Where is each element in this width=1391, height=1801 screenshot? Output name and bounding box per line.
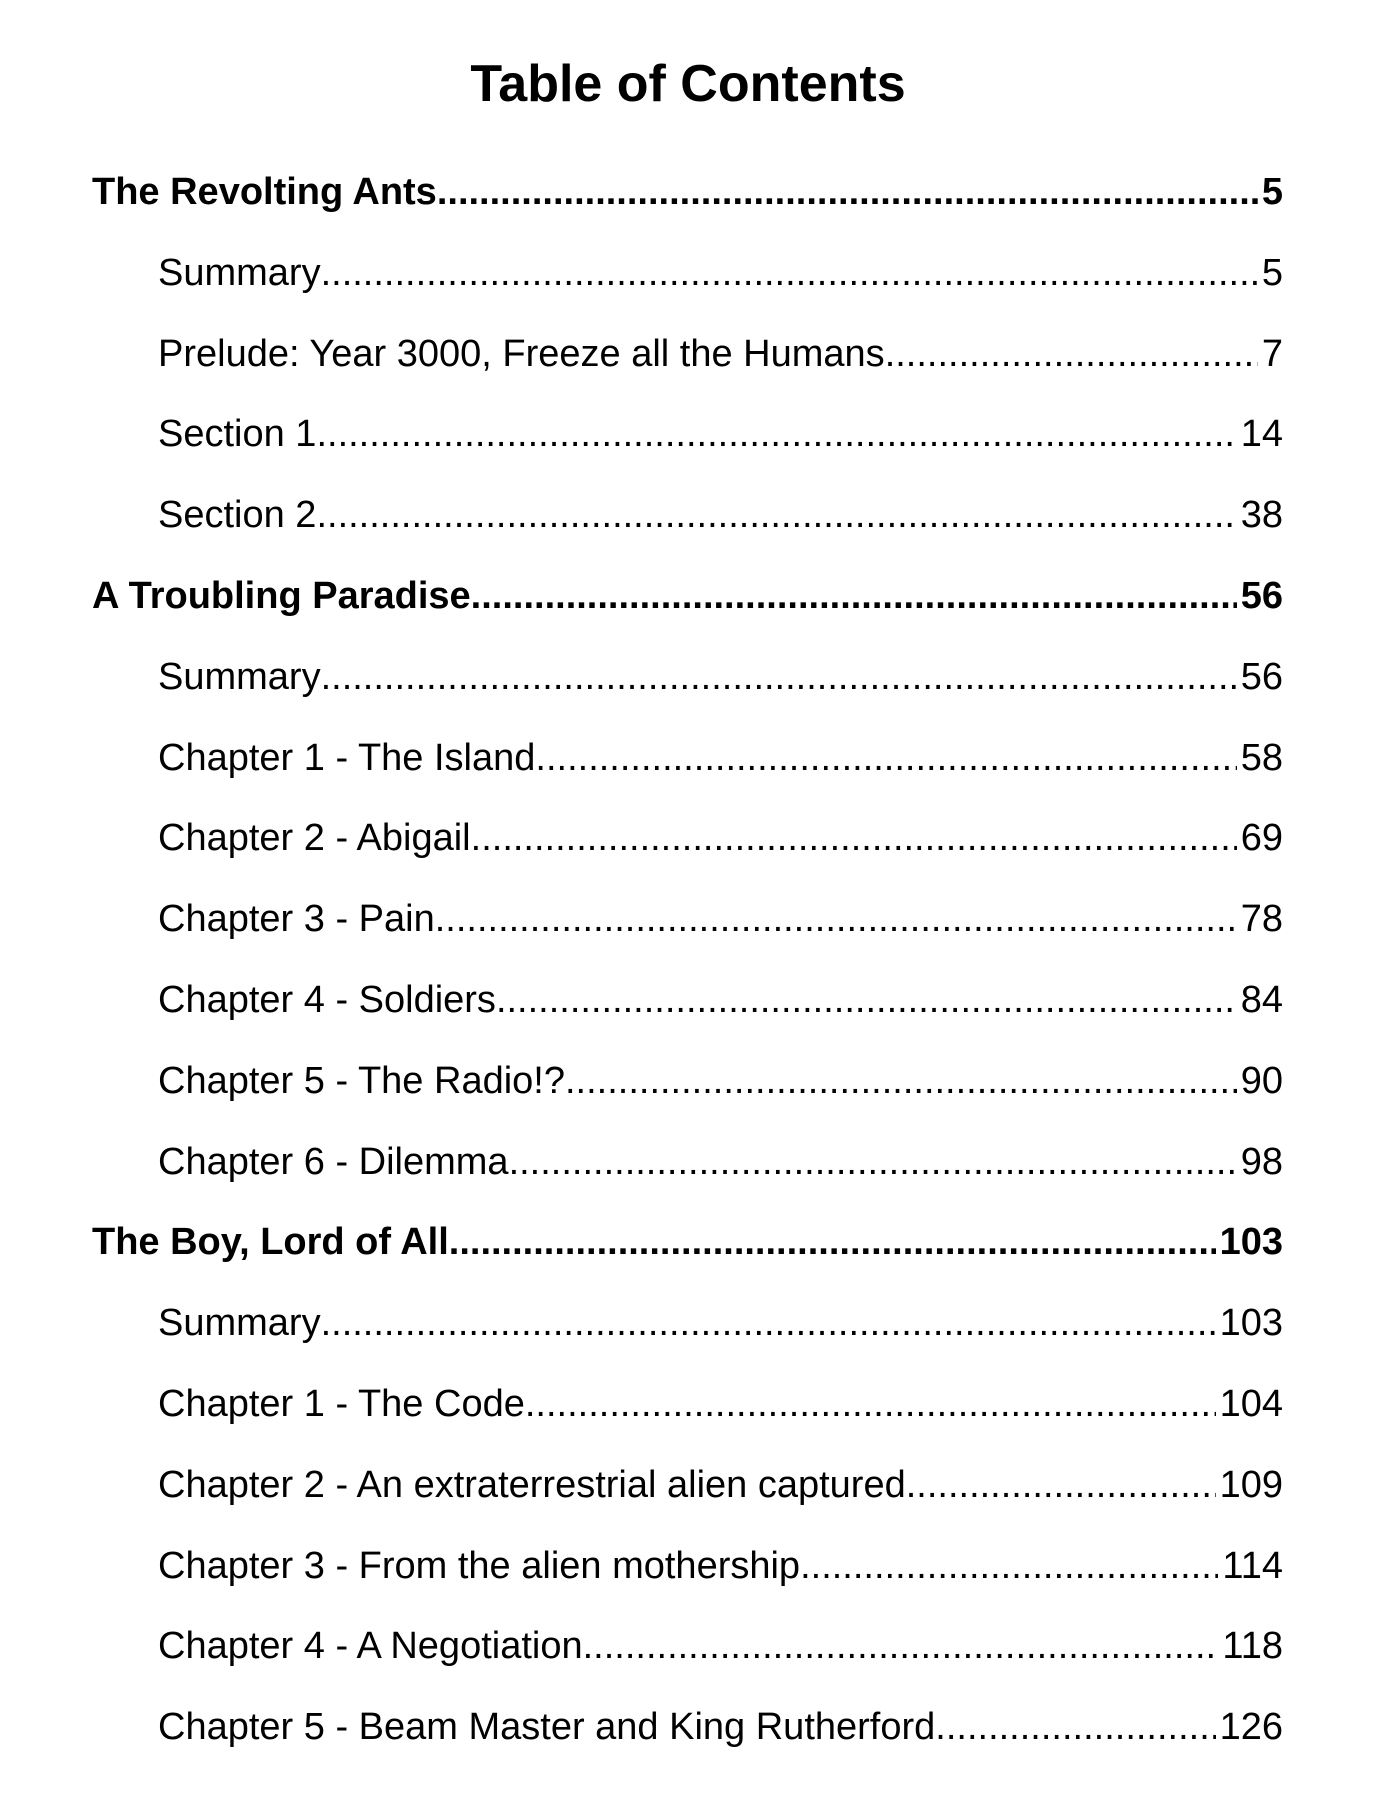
toc-section-entry[interactable] (0, 976, 1283, 1057)
toc-section-entry[interactable] (0, 410, 1283, 491)
toc-entry-title: Chapter 2 - Abigail (158, 817, 471, 860)
toc-part-entry[interactable] (0, 1218, 1283, 1299)
toc-entry-title: Chapter 1 - The Code (158, 1382, 525, 1425)
dot-leader (885, 330, 1258, 378)
toc-entry-page: 38 (1240, 494, 1283, 537)
toc-entry-page: 98 (1240, 1140, 1283, 1183)
dot-leader (321, 1299, 1216, 1347)
toc-entry-page: 103 (1219, 1302, 1283, 1345)
toc-section-entry[interactable] (0, 1138, 1283, 1219)
dot-leader (800, 1542, 1218, 1590)
dot-leader (565, 1057, 1237, 1105)
toc-entry-title: Chapter 5 - Beam Master and King Rutherford (158, 1706, 936, 1749)
toc-section-entry[interactable] (0, 814, 1283, 895)
dot-leader (437, 168, 1258, 216)
toc-section-entry[interactable] (0, 1622, 1283, 1703)
toc-list (0, 168, 1391, 1784)
toc-entry-title: Prelude: Year 3000, Freeze all the Humans (158, 332, 885, 375)
toc-section-entry[interactable] (0, 330, 1283, 411)
toc-entry-title: Section 1 (158, 413, 317, 456)
toc-section-entry[interactable] (0, 895, 1283, 976)
dot-leader (316, 410, 1236, 458)
toc-entry-title: The Revolting Ants (92, 171, 437, 213)
toc-entry-page: 5 (1261, 171, 1283, 213)
toc-entry-title: Chapter 6 - Dilemma (158, 1140, 509, 1183)
toc-entry-page: 90 (1240, 1059, 1283, 1102)
toc-section-entry[interactable] (0, 1380, 1283, 1461)
toc-entry-page: 7 (1261, 332, 1283, 375)
toc-entry-title: Chapter 4 - A Negotiation (158, 1625, 583, 1668)
dot-leader (509, 1138, 1237, 1186)
toc-entry-page: 78 (1240, 898, 1283, 941)
toc-entry-page: 114 (1222, 1544, 1283, 1587)
dot-leader (496, 976, 1237, 1024)
toc-entry-page: 109 (1219, 1463, 1283, 1506)
toc-section-entry[interactable] (0, 491, 1283, 572)
dot-leader (935, 1703, 1215, 1751)
toc-section-entry[interactable] (0, 1461, 1283, 1542)
toc-section-entry[interactable] (0, 1057, 1283, 1138)
toc-entry-title: Section 2 (158, 494, 317, 537)
dot-leader (535, 734, 1236, 782)
toc-entry-page: 103 (1219, 1221, 1283, 1264)
toc-entry-title: Summary (158, 1302, 321, 1345)
toc-section-entry[interactable] (0, 653, 1283, 734)
dot-leader (316, 491, 1236, 539)
dot-leader (449, 1218, 1216, 1266)
toc-entry-page: 5 (1261, 251, 1283, 294)
dot-leader (321, 653, 1237, 701)
toc-entry-title: Chapter 1 - The Island (158, 736, 536, 779)
toc-entry-title: Chapter 3 - Pain (158, 898, 435, 941)
toc-entry-page: 56 (1240, 655, 1283, 698)
toc-section-entry[interactable] (0, 1299, 1283, 1380)
toc-entry-title: Chapter 4 - Soldiers (158, 978, 496, 1021)
toc-section-entry[interactable] (0, 734, 1283, 815)
toc-part-entry[interactable] (0, 572, 1283, 653)
toc-entry-title: Chapter 3 - From the alien mothership (158, 1544, 801, 1587)
toc-entry-page: 126 (1219, 1706, 1283, 1749)
dot-leader (525, 1380, 1216, 1428)
toc-entry-page: 84 (1240, 978, 1283, 1021)
toc-section-entry[interactable] (0, 1703, 1283, 1784)
dot-leader (471, 814, 1237, 862)
toc-entry-page: 118 (1222, 1625, 1283, 1668)
toc-entry-title: Summary (158, 655, 321, 698)
toc-entry-title: Summary (158, 251, 321, 294)
toc-entry-page: 14 (1240, 413, 1283, 456)
dot-leader (435, 895, 1237, 943)
toc-entry-title: Chapter 2 - An extraterrestrial alien captured (158, 1463, 906, 1506)
dot-leader (321, 249, 1258, 297)
toc-entry-page: 58 (1240, 736, 1283, 779)
toc-entry-page: 56 (1240, 574, 1283, 617)
toc-entry-title: Chapter 5 - The Radio!? (158, 1059, 565, 1102)
toc-entry-page: 104 (1219, 1382, 1283, 1425)
dot-leader (906, 1461, 1216, 1509)
dot-leader (583, 1622, 1219, 1670)
dot-leader (471, 572, 1237, 620)
toc-part-entry[interactable] (0, 168, 1283, 249)
page-title: Table of Contents (470, 55, 906, 113)
toc-entry-title: The Boy, Lord of All (92, 1221, 449, 1264)
toc-section-entry[interactable] (0, 249, 1283, 330)
toc-entry-page: 69 (1240, 817, 1283, 860)
toc-entry-title: A Troubling Paradise (92, 574, 471, 617)
toc-section-entry[interactable] (0, 1542, 1283, 1623)
